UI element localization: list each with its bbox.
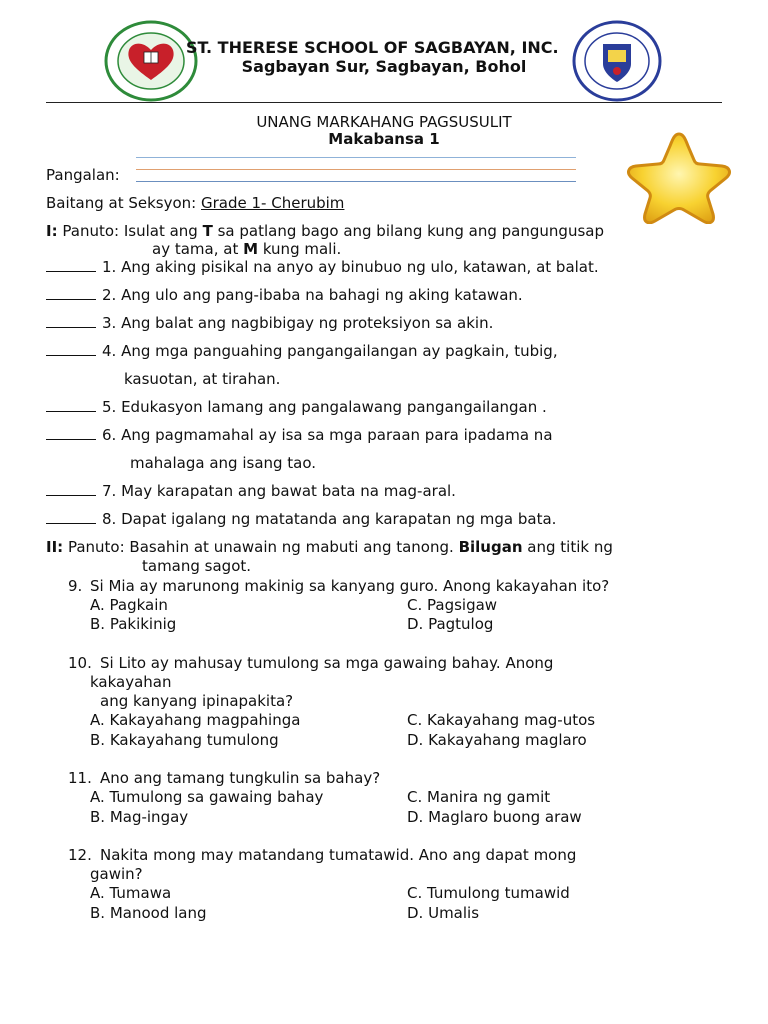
answer-blank[interactable] — [46, 286, 96, 300]
school-address: Sagbayan Sur, Sagbayan, Bohol — [241, 57, 527, 76]
exam-title: UNANG MARKAHANG PAGSUSULIT — [256, 113, 512, 131]
choice-c[interactable]: C. Pagsigaw — [407, 596, 498, 614]
choice-b[interactable]: B. Manood lang — [90, 904, 207, 922]
name-label: Pangalan: — [46, 166, 120, 184]
answer-blank[interactable] — [46, 510, 96, 524]
choice-a[interactable]: A. Pagkain — [90, 596, 168, 614]
part2-instr-text: Panuto: Basahin at unawain ng mabuti ang tanong. — [67, 538, 454, 556]
answer-blank[interactable] — [46, 398, 96, 412]
list-item — [46, 482, 456, 500]
question-text: Si Lito ay mahusay tumulong sa mga gawaing bahay. Anong — [100, 654, 554, 672]
name-line[interactable] — [136, 157, 576, 158]
answer-blank[interactable] — [46, 426, 96, 440]
item-continuation: mahalaga ang isang tao. — [130, 454, 317, 472]
choice-d[interactable]: D. Kakayahang maglaro — [407, 731, 587, 749]
answer-blank[interactable] — [46, 258, 96, 272]
item-text: 4. Ang mga panguahing pangangailangan ay pagkain, tubig, — [102, 342, 558, 360]
school-name: ST. THERESE SCHOOL OF SAGBAYAN, INC. — [186, 38, 559, 57]
part1-instr-text: ay tama, at — [152, 240, 239, 258]
part1-instructions-line2 — [152, 240, 341, 258]
question-number: 11. — [68, 769, 92, 787]
item-continuation: kasuotan, at tirahan. — [124, 370, 281, 388]
item-text: 6. Ang pagmamahal ay isa sa mga paraan para ipadama na — [102, 426, 553, 444]
part2-instructions — [46, 538, 613, 556]
choice-d[interactable]: D. Umalis — [407, 904, 480, 922]
choice-b[interactable]: B. Mag-ingay — [90, 808, 189, 826]
header-divider — [46, 102, 722, 103]
choice-a[interactable]: A. Kakayahang magpahinga — [90, 711, 301, 729]
question-number: 12. — [68, 846, 92, 864]
part1-instr-text: kung mali. — [262, 240, 342, 258]
list-item — [46, 398, 547, 416]
section-value: Grade 1- Cherubim — [201, 194, 345, 212]
answer-blank[interactable] — [46, 314, 96, 328]
part1-instr-text: sa patlang bago ang bilang kung ang pangungusap — [217, 222, 604, 240]
part2-instructions-line2: tamang sagot. — [142, 557, 252, 575]
part1-instructions — [46, 222, 604, 240]
list-item — [46, 426, 553, 444]
list-item — [46, 258, 599, 276]
question-text: ang kanyang ipinapakita? — [100, 692, 294, 710]
part1-m-letter: M — [243, 240, 259, 258]
question-text: Ano ang tamang tungkulin sa bahay? — [100, 769, 381, 787]
exam-subject: Makabansa 1 — [328, 130, 440, 148]
question-text: kakayahan — [90, 673, 172, 691]
question-number: 10. — [68, 654, 92, 672]
choice-b[interactable]: B. Pakikinig — [90, 615, 177, 633]
choice-a[interactable]: A. Tumulong sa gawaing bahay — [90, 788, 324, 806]
part2-label: II: — [46, 538, 64, 556]
list-item — [46, 286, 523, 304]
part1-instr-text: Panuto: Isulat ang — [62, 222, 198, 240]
part2-instr-text: ang titik ng — [527, 538, 613, 556]
choice-d[interactable]: D. Pagtulog — [407, 615, 494, 633]
item-text: 2. Ang ulo ang pang-ibaba na bahagi ng aking katawan. — [102, 286, 523, 304]
item-text: 7. May karapatan ang bawat bata na mag-aral. — [102, 482, 456, 500]
section-row — [46, 194, 344, 212]
question-text: Si Mia ay marunong makinig sa kanyang guro. Anong kakayahan ito? — [90, 577, 610, 595]
question-number: 9. — [68, 577, 83, 595]
choice-c[interactable]: C. Manira ng gamit — [407, 788, 551, 806]
section-label: Baitang at Seksyon: — [46, 194, 197, 212]
choice-c[interactable]: C. Tumulong tumawid — [407, 884, 570, 902]
star-icon — [622, 128, 736, 224]
item-text: 8. Dapat igalang ng matatanda ang karapatan ng mga bata. — [102, 510, 557, 528]
part1-label: I: — [46, 222, 58, 240]
part1-t-letter: T — [202, 222, 213, 240]
choice-d[interactable]: D. Maglaro buong araw — [407, 808, 582, 826]
choice-c[interactable]: C. Kakayahang mag-utos — [407, 711, 596, 729]
item-text: 5. Edukasyon lamang ang pangalawang pangangailangan . — [102, 398, 547, 416]
item-text: 3. Ang balat ang nagbibigay ng proteksiyon sa akin. — [102, 314, 494, 332]
name-line[interactable] — [136, 169, 576, 170]
question-text: gawin? — [90, 865, 143, 883]
choice-a[interactable]: A. Tumawa — [90, 884, 172, 902]
list-item — [46, 314, 493, 332]
item-text: 1. Ang aking pisikal na anyo ay binubuo ng ulo, katawan, at balat. — [102, 258, 599, 276]
choice-b[interactable]: B. Kakayahang tumulong — [90, 731, 279, 749]
list-item — [46, 510, 556, 528]
answer-blank[interactable] — [46, 482, 96, 496]
question-text: Nakita mong may matandang tumatawid. Ano ang dapat mong — [100, 846, 577, 864]
answer-blank[interactable] — [46, 342, 96, 356]
name-line[interactable] — [136, 181, 576, 182]
list-item — [46, 342, 558, 360]
part2-bilugan: Bilugan — [458, 538, 523, 556]
